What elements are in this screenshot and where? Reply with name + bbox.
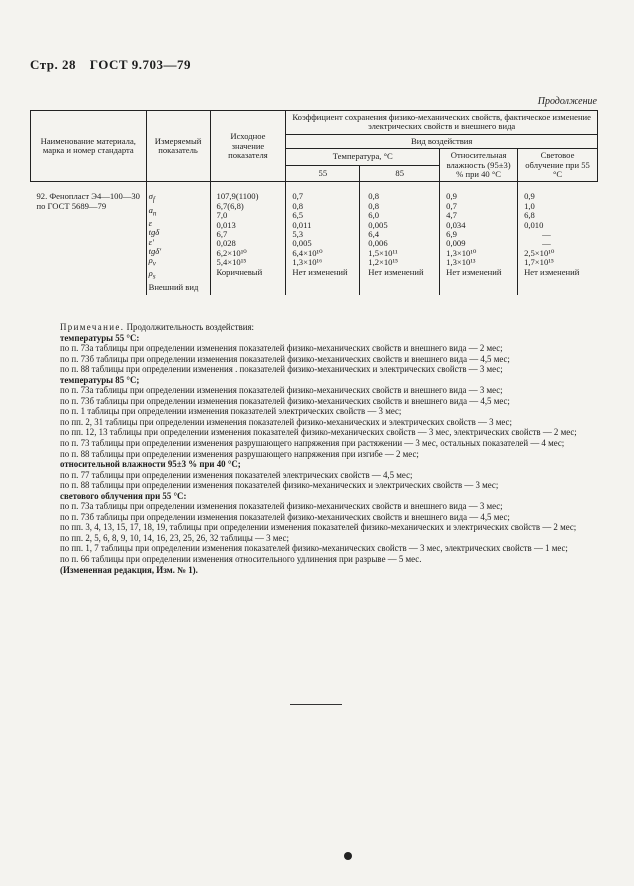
indicator-cell <box>146 182 210 295</box>
light-cell <box>518 182 598 295</box>
note-item: по п. 73б таблицы при определении изменения показателей физико-механических свойств и внешнего вида — 4,5 мес; <box>60 353 510 364</box>
page-mark <box>344 852 352 860</box>
value: Нет изменений <box>524 266 580 277</box>
value: 0,005 <box>292 238 312 249</box>
edition-note: (Измененная редакция, Изм. № 1). <box>60 564 198 575</box>
note-title <box>30 322 600 333</box>
divider <box>290 704 342 705</box>
table-row <box>31 182 598 295</box>
initial-cell <box>210 182 286 295</box>
value: Нет изменений <box>292 266 348 277</box>
note-item: по п. 88 таблицы при определении изменения показателей физико-механических и электрических свойств — 3 мес; <box>60 480 499 491</box>
value: 1,3×10¹⁶ <box>292 257 323 268</box>
properties-table <box>30 110 598 295</box>
note-item: по п. 88 таблицы при определении изменения разрушающего напряжения при изгибе — 2 мес; <box>60 448 419 459</box>
value: 0,8 <box>292 200 304 211</box>
value: 0,9 <box>446 191 457 202</box>
value: 6,0 <box>368 210 380 221</box>
value: 6,4 <box>368 229 380 240</box>
value: 0,028 <box>216 238 236 249</box>
col-temp-header: Температура, °С <box>286 149 440 166</box>
page-number: Стр. 28 <box>30 57 76 72</box>
value: 0,009 <box>446 238 466 249</box>
note-item: по п. 73 таблицы при определении изменения разрушающего напряжения при растяжении — 3 мес, остальных показателей — 4 мес; <box>60 438 565 449</box>
col-material-header: Наименование материала, марка и номер стандарта <box>31 111 147 182</box>
value: 7,0 <box>216 210 228 221</box>
note-item: по п. 73а таблицы при определении изменения показателей физико-механических свойств и внешнего вида — 2 мес; <box>60 343 503 354</box>
note-heading: температуры 55 °С: <box>60 332 140 343</box>
note-label: Примечание. <box>60 322 125 332</box>
note-heading: температуры 85 °С; <box>60 374 140 385</box>
note-item: по п. 1 таблицы при определении изменения показателей электрических свойств — 3 мес; <box>60 406 402 417</box>
t55-cell <box>286 182 360 295</box>
value: Нет изменений <box>446 266 502 277</box>
indicator-tgd2: tgδ′ <box>148 245 162 256</box>
value: 0,011 <box>292 219 312 230</box>
note-item: по п. 73а таблицы при определении изменения показателей физико-механических свойств и внешнего вида — 3 мес; <box>60 501 503 512</box>
value: 2,5×10¹⁰ <box>524 247 555 258</box>
value: 1,2×10¹⁵ <box>368 257 399 268</box>
value: 0,8 <box>368 191 380 202</box>
value: 1,3×10¹⁰ <box>446 247 477 258</box>
t85-cell <box>360 182 440 295</box>
notes-section <box>30 322 600 575</box>
value: 5,3 <box>292 229 304 240</box>
note-heading: светового облучения при 55 °С: <box>60 490 187 501</box>
col-light-header: Световое облучение при 55 °С <box>518 149 598 182</box>
humidity-cell <box>440 182 518 295</box>
standard-code: ГОСТ 9.703—79 <box>89 57 192 72</box>
value: 5,4×10¹⁵ <box>216 257 247 268</box>
note-item: по п. 73б таблицы при определении изменения показателей физико-механических свойств и внешнего вида — 4,5 мес; <box>60 395 510 406</box>
note-item: по п. 73б таблицы при определении изменения показателей физико-механических свойств и внешнего вида — 4,5 мес; <box>60 511 510 522</box>
indicator-rhos: $\rho_s$ <box>148 268 156 282</box>
col-t85-header: 85 <box>360 165 440 182</box>
value: 6,4×10¹⁰ <box>292 247 323 258</box>
value: 0,013 <box>216 219 236 230</box>
value: 0,7 <box>446 200 457 211</box>
note-intro: Продолжительность воздействия: <box>126 322 254 332</box>
value: 1,0 <box>524 200 535 211</box>
note-item: по пп. 2, 31 таблицы при определении изменения показателей физико-механических и электрических свойств — 3 мес; <box>60 416 512 427</box>
value: — <box>542 229 551 240</box>
note-item: по пп. 1, 7 таблицы при определении изменения показателей физико-механических свойств — 3 мес, электрических свойств — 1 мес; <box>60 543 568 554</box>
value: 1,5×10¹¹ <box>368 247 398 258</box>
note-item: по п. 88 таблицы при определении изменения . показателей физико-механических и электрических свойств — 3 мес; <box>60 364 503 375</box>
note-heading: относительной влажности 95±3 % при 40 °С; <box>60 459 241 470</box>
value: 6,2×10¹⁰ <box>216 247 247 258</box>
indicator-eps2: ε′ <box>148 236 154 247</box>
value: 0,7 <box>292 191 304 202</box>
value: 0,9 <box>524 191 535 202</box>
value: 0,034 <box>446 219 466 230</box>
col-coef-header: Коэффициент сохранения физико-механических свойств, фактическое изменение электрических свойств и внешнего вида <box>286 111 598 135</box>
value: 0,006 <box>368 238 388 249</box>
col-initial-header: Исходное значение показателя <box>210 111 286 182</box>
value: 6,7(6,8) <box>216 200 244 211</box>
note-item: по п. 73а таблицы при определении изменения показателей физико-механических свойств и внешнего вида — 3 мес; <box>60 385 503 396</box>
value: 1,7×10¹⁵ <box>524 257 554 268</box>
value: 6,8 <box>524 210 535 221</box>
indicator-eps: ε <box>148 217 152 228</box>
value: 0,8 <box>368 200 380 211</box>
col-indicator-header: Измеряемый показатель <box>146 111 210 182</box>
note-item: по п. 66 таблицы при определении изменения относительного удлинения при разрыве — 5 мес. <box>60 554 422 565</box>
value: 6,7 <box>216 229 228 240</box>
indicator-sigma: $\sigma_f$ <box>148 191 155 205</box>
indicator-an: $a_n$ <box>148 204 157 218</box>
value: 0,005 <box>368 219 388 230</box>
value: Нет изменений <box>368 266 424 277</box>
value: 0,010 <box>524 219 544 230</box>
value: 6,9 <box>446 229 457 240</box>
note-item: по пп. 12, 13 таблицы при определении изменения показателей физико-механических свойств — 3 мес, электрических свойств — 2 мес; <box>60 427 577 438</box>
continuation-label: Продолжение <box>537 96 597 107</box>
note-item: по п. 77 таблицы при определении изменения показателей электрических свойств — 4,5 мес; <box>60 469 413 480</box>
value: Коричневый <box>216 266 263 277</box>
value: 6,5 <box>292 210 304 221</box>
value: 107,9(1100) <box>216 191 259 202</box>
note-item: по пп. 3, 4, 13, 15, 17, 18, 19, таблицы при определении изменения показателей физико-механических и электрических свойств — 2 мес; <box>60 522 577 533</box>
note-item: по пп. 2, 5, 6, 8, 9, 10, 14, 16, 23, 25, 26, 32 таблицы — 3 мес; <box>60 532 289 543</box>
col-humidity-header: Относительная влажность (95±3) % при 40 °С <box>440 149 518 182</box>
col-kind-header: Вид воздействия <box>286 134 598 148</box>
value: 1,3×10¹³ <box>446 257 476 268</box>
col-t55-header: 55 <box>286 165 360 182</box>
material-cell: 92. Фенопласт Э4—100—30 по ГОСТ 5689—79 <box>31 182 147 295</box>
indicator-appearance: Внешний вид <box>148 281 199 292</box>
indicator-rhov: $\rho_v$ <box>148 255 156 269</box>
indicator-tgd: tgδ <box>148 227 160 238</box>
value: 4,7 <box>446 210 457 221</box>
page-header <box>30 57 201 73</box>
value: — <box>542 238 551 249</box>
